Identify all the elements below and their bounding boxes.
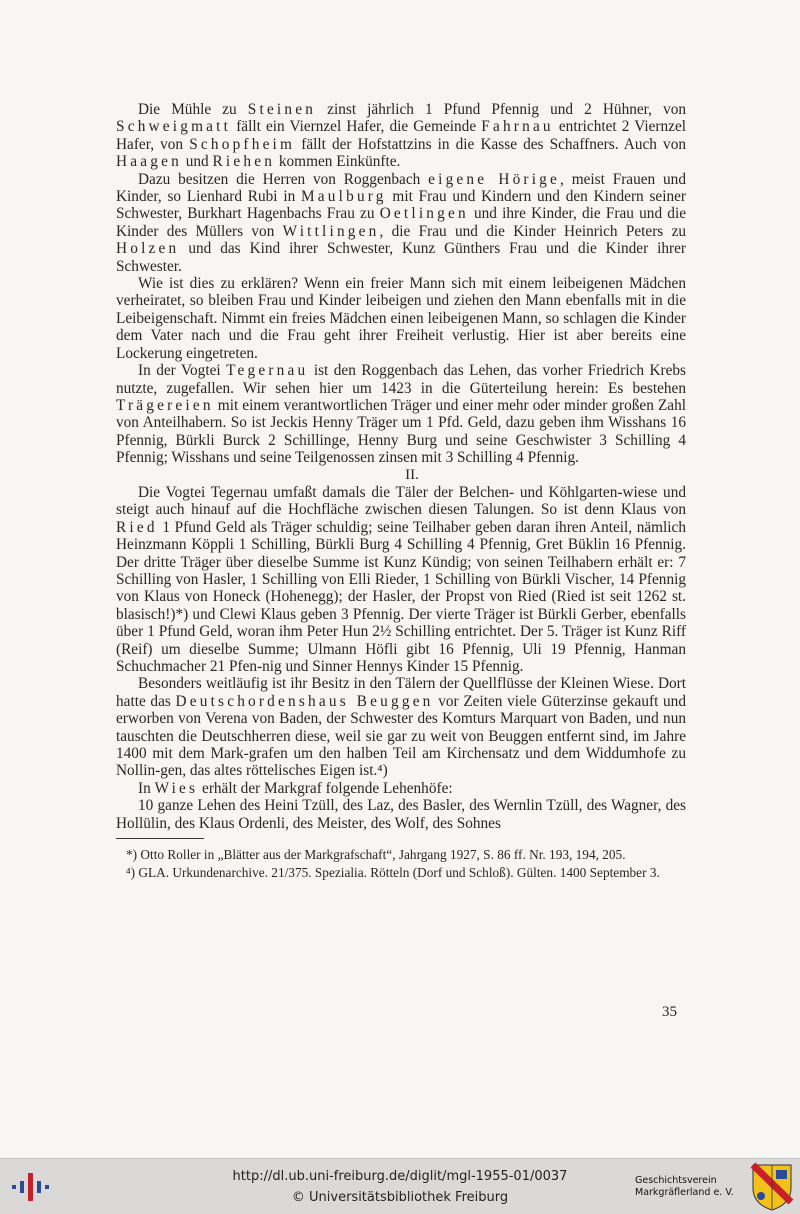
spaced-term: Trägereien — [116, 396, 214, 414]
spaced-term: Haagen — [116, 153, 182, 171]
paragraph — [116, 780, 686, 797]
paragraph — [116, 101, 686, 171]
spaced-term: Oetlingen — [379, 205, 469, 223]
society-name-line1: Geschichtsverein — [635, 1175, 717, 1186]
text-run: , die Frau und die Kinder Heinrich Peters zu — [379, 222, 687, 240]
spaced-term: Ried — [116, 518, 158, 536]
text-run: Die Mühle zu — [138, 101, 248, 118]
text-run: Dazu besitzen die Herren von Roggenbach — [138, 170, 429, 188]
spaced-term: Deutschordenshaus Beuggen — [175, 692, 434, 710]
text-run: und ihre Kinder, die Frau und die Kinder des Müllers von — [116, 205, 686, 240]
text-run: , meist Frauen und Kinder, so Lienhard Rubi in — [116, 170, 686, 206]
text-run: entrichtet 2 Viernzel Hafer, von — [116, 118, 686, 153]
society-name[interactable] — [635, 1175, 745, 1199]
paragraph — [116, 484, 686, 675]
text-run: fällt der Hofstattzins in die Kasse des Schaffners. Auch von — [295, 135, 686, 153]
spaced-term: Tegernau — [226, 362, 309, 380]
footnote-1: *) Otto Roller in „Blätter aus der Markgrafschaft“, Jahrgang 1927, S. 86 ff. Nr. 193, 194, 205. — [126, 847, 626, 863]
spaced-term: eigene Hörige — [428, 170, 560, 188]
paragraph — [116, 275, 686, 362]
text-run: mit Frau und Kindern und den Kindern seiner Schwester, Burkhart Hagenbachs Frau zu — [116, 188, 686, 223]
copyright-text: © Universitätsbibliothek Freiburg — [291, 1190, 509, 1205]
spaced-term: Steinen — [247, 101, 317, 118]
text-run: zinst jährlich 1 Pfund Pfennig und 2 Hühner, von — [316, 101, 687, 118]
spaced-term: Wies — [154, 779, 199, 797]
text-run: ist den Roggenbach das Lehen, das vorher Friedrich Krebs nutzte, zugefallen. Wir sehen hier um 1423 in die Güterteilung herein: Es bestehen — [116, 362, 686, 397]
spaced-term: Fahrnau — [481, 118, 554, 136]
spaced-term: Wittlingen — [282, 222, 380, 240]
paragraphs-part-2 — [116, 484, 686, 832]
text-run: 1 Pfund Geld als Träger schuldig; seine Teilhaber geben daran ihren Anteil, nämlich Heinzmann Köppli 1 Schilling, Bürkli Burg 4 Schilling 4 Pfennig, Gret Büklin 16 Pfennig. Der dritte Träger über dieselbe Summe ist Kunz Kündig; von seinen Teilhabern erhält er: 7 Schilling von Hasler, 1 Schilling von Elli Rieder, 1 Schilling von Bürkli Vischer, 14 Pfennig von Klaus von Honeck (Hohenegg); der Hasler, der Propst von Ried (Ried ist seit 1262 st. blasisch!)*) und Clewi Klaus geben 3 Pfennig. Der vierte Träger ist Bürkli Gerber, ebenfalls über 1 Pfund Geld, woran ihm Peter Hun 2½ Schilling entrichtet. Der 5. Träger ist Kunz Riff (Reif) um dieselbe Summe; Ulmann Höfli gibt 16 Pfennig, Uli 19 Pfennig, Hanman Schuchmacher 21 Pfen-nig und Sinner Hennys Kinder 15 Pfennig. — [116, 518, 686, 675]
society-name-line2: Markgräflerland e. V. — [635, 1187, 734, 1198]
text-run: kommen Einkünfte. — [275, 153, 401, 171]
footnotes — [116, 847, 686, 881]
text-run: 10 ganze Lehen des Heini Tzüll, des Laz, des Basler, des Wernlin Tzüll, des Wagner, des Hollülin, des Klaus Ordenli, des Meister, des Wolf, des Sohnes — [116, 797, 686, 832]
spaced-term: Schopfheim — [189, 135, 296, 153]
spaced-term: Maulburg — [301, 188, 387, 206]
text-run: In — [138, 779, 155, 797]
text-run: erhält der Markgraf folgende Lehenhöfe: — [198, 779, 453, 797]
spaced-term: Riehen — [212, 153, 276, 171]
body-text — [116, 101, 686, 883]
paragraph — [116, 362, 686, 466]
paragraph — [116, 675, 686, 779]
footnote-divider — [116, 838, 204, 839]
spaced-term: Schweigmatt — [116, 118, 232, 136]
footer-bar — [0, 1158, 800, 1214]
library-logo-icon[interactable] — [10, 1167, 54, 1207]
page-number: 35 — [662, 1004, 677, 1020]
paragraphs-part-1 — [116, 101, 686, 467]
paragraph — [116, 797, 686, 832]
coat-of-arms-icon[interactable] — [750, 1162, 794, 1212]
paragraph — [116, 171, 686, 275]
text-run: und das Kind ihrer Schwester, Kunz Günthers Frau und die Kinder ihrer Schwester. — [116, 240, 686, 275]
text-run: mit einem verantwortlichen Träger und einer mehr oder minder großen Zahl von Anteilhabern. So ist Jeckis Henny Träger um 1 Pfd. Geld, dazu geben ihm Wisshans 16 Pfennig, Bürkli Burck 2 Schillinge, Henny Burg und seine Geschwister 3 Schilling 4 Pfennig; Wisshans und seine Teilgenossen zinsen mit 3 Schilling 4 Pfennig. — [116, 396, 686, 467]
footnote-2: ⁴) GLA. Urkundenarchive. 21/375. Spezialia. Rötteln (Dorf und Schloß). Gülten. 1400 September 3. — [126, 865, 660, 881]
text-run: und — [181, 153, 213, 171]
text-run: fällt ein Viernzel Hafer, die Gemeinde — [231, 118, 482, 136]
document-url-link[interactable]: http://dl.ub.uni-freiburg.de/diglit/mgl-1955-01/0037 — [232, 1169, 568, 1184]
text-run: Die Vogtei Tegernau umfaßt damals die Täler der Belchen- und Köhlgarten-wiese und steigt auch hinauf auf die Hochfläche zwischen diesen Talungen. So ist denn Klaus von — [116, 483, 686, 519]
text-run: In der Vogtei — [138, 362, 227, 380]
text-run: Wie ist dies zu erklären? Wenn ein freier Mann sich mit einem leibeigenen Mädchen verheiratet, so bleiben Frau und Kinder leibeigen und ziehen den Mann ebenfalls mit in die Leibeigenschaft. Nimmt ein freies Mädchen einen leibeigenen Mann, so schlagen die Kinder dem Vater nach und die Frau geht ihrer Freiheit verlustig. Hier ist aber bereits eine Lockerung eingetreten. — [116, 275, 686, 362]
spaced-term: Holzen — [116, 240, 180, 258]
text-run: Besonders weitläufig ist ihr Besitz in den Tälern der Quellflüsse der Kleinen Wiese. Dort hatte das — [116, 675, 686, 710]
text-run: vor Zeiten viele Güterzinse gekauft und erworben von Verena von Baden, der Schwester des Komturs Marquart von Baden, und nun tauschten die Deutschherren diese, weil sie gar zu weit von Beuggen entfernt sind, im Jahre 1400 mit dem Mark-grafen um den halben Teil am Kirchensatz und dem Widdumhofe zu Nollin-gen, das altes röttelisches Eigen ist.⁴) — [116, 692, 686, 780]
section-heading: II. — [405, 466, 419, 483]
